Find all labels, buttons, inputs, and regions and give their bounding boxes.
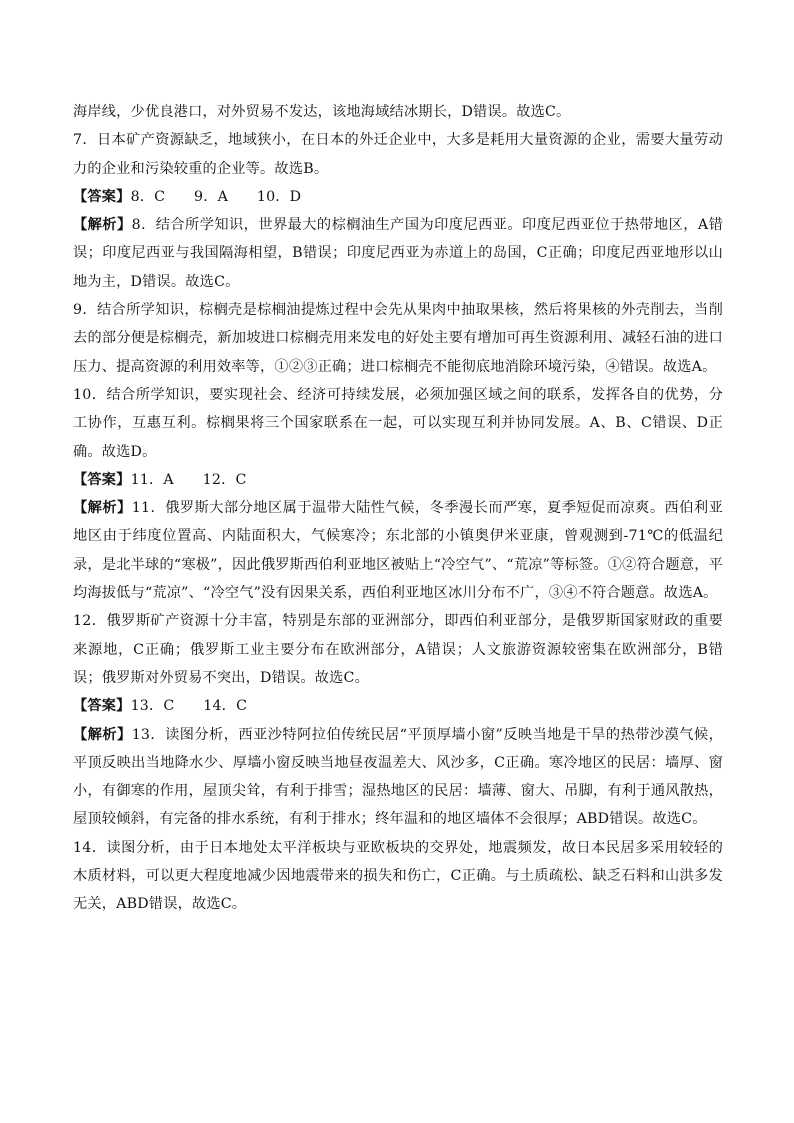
analysis-label: 【解析】: [73, 500, 132, 517]
analysis-label: 【解析】: [73, 217, 132, 234]
analysis-label: 【解析】: [73, 726, 132, 743]
analysis-text: 8．结合所学知识，世界最大的棕榈油生产国为印度尼西亚。印度尼西亚位于热带地区，A错误；印度尼西亚与我国隔海相望，B错误；印度尼西亚为赤道上的岛国，C正确；印度尼西亚地形以山地为主，D错误。故选C。: [73, 217, 723, 290]
answer-line-8-10: [73, 183, 723, 211]
analysis-q8: [73, 211, 723, 296]
answer-values: 13．C 14．C: [130, 698, 248, 715]
analysis-text: 11．俄罗斯大部分地区属于温带大陆性气候，冬季漫长而严寒，夏季短促而凉爽。西伯利亚地区由于纬度位置高、内陆面积大，气候寒冷；东北部的小镇奥伊米亚康，曾观测到-71℃的低温纪录，是北半球的“寒极”，因此俄罗斯西伯利亚地区被贴上“冷空气”、“荒凉”等标签。①②符合题意，平均海拔低与“荒凉”、“冷空气”没有因果关系，西伯利亚地区冰川分布不广，③④不符合题意。故选A。: [73, 500, 723, 602]
answer-values: 11．A 12．C: [130, 471, 247, 488]
analysis-q12: 12．俄罗斯矿产资源十分丰富，特别是东部的亚洲部分，即西伯利亚部分，是俄罗斯国家财政的重要来源地，C正确；俄罗斯工业主要分布在欧洲部分，A错误；人文旅游资源较密集在欧洲部分，B错误；俄罗斯对外贸易不突出，D错误。故选C。: [73, 613, 723, 686]
answer-values: 8．C 9．A 10．D: [130, 188, 302, 205]
analysis-q11: [73, 494, 723, 607]
analysis-q13: [73, 721, 723, 834]
paragraph-6-continuation: 海岸线，少优良港口，对外贸易不发达，该地海域结冰期长，D错误。故选C。: [73, 104, 571, 120]
answer-label: 【答案】: [73, 188, 131, 205]
analysis-q10: 10．结合所学知识，要实现社会、经济可持续发展，必须加强区域之间的联系，发挥各自的优势，分工协作，互惠互利。棕榈果将三个国家联系在一起，可以实现互利并协同发展。A、B、C错误、D正确。故选D。: [73, 386, 723, 460]
analysis-q14: 14．读图分析，由于日本地处太平洋板块与亚欧板块的交界处，地震频发，故日本民居多采用较轻的木质材料，可以更大程度地减少因地震带来的损失和伤亡，C正确。与土质疏松、缺乏石料和山洪多发无关，ABD错误，故选C。: [73, 839, 723, 913]
paragraph-q7-explanation: 7．日本矿产资源缺乏，地域狭小，在日本的外迁企业中，大多是耗用大量资源的企业，需要大量劳动力的企业和污染较重的企业等。故选B。: [73, 132, 723, 177]
answer-line-13-14: [73, 692, 723, 720]
answer-line-11-12: [73, 466, 723, 494]
answer-label: 【答案】: [73, 471, 131, 488]
answer-explanation-body: [73, 98, 723, 919]
analysis-text: 13．读图分析，西亚沙特阿拉伯传统民居“平顶厚墙小窗”反映当地是干旱的热带沙漠气候，平顶反映出当地降水少、厚墙小窗反映当地昼夜温差大、风沙多，C正确。寒冷地区的民居：墙厚、窗小，有御寒的作用，屋顶尖耸，有利于排雪；湿热地区的民居：墙薄、窗大、吊脚，有利于通风散热，屋顶较倾斜，有完备的排水系统，有利于排水；终年温和的地区墙体不会很厚；ABD错误。故选C。: [73, 726, 723, 828]
analysis-q9: 9．结合所学知识，棕榈壳是棕榈油提炼过程中会先从果肉中抽取果核，然后将果核的外壳削去，当削去的部分便是棕榈壳，新加坡进口棕榈壳用来发电的好处主要有增加可再生资源利用、减轻石油的进口压力、提高资源的利用效率等，①②③正确；进口棕榈壳不能彻底地消除环境污染，④错误。故选A。: [73, 302, 723, 375]
answer-label: 【答案】: [73, 698, 131, 715]
